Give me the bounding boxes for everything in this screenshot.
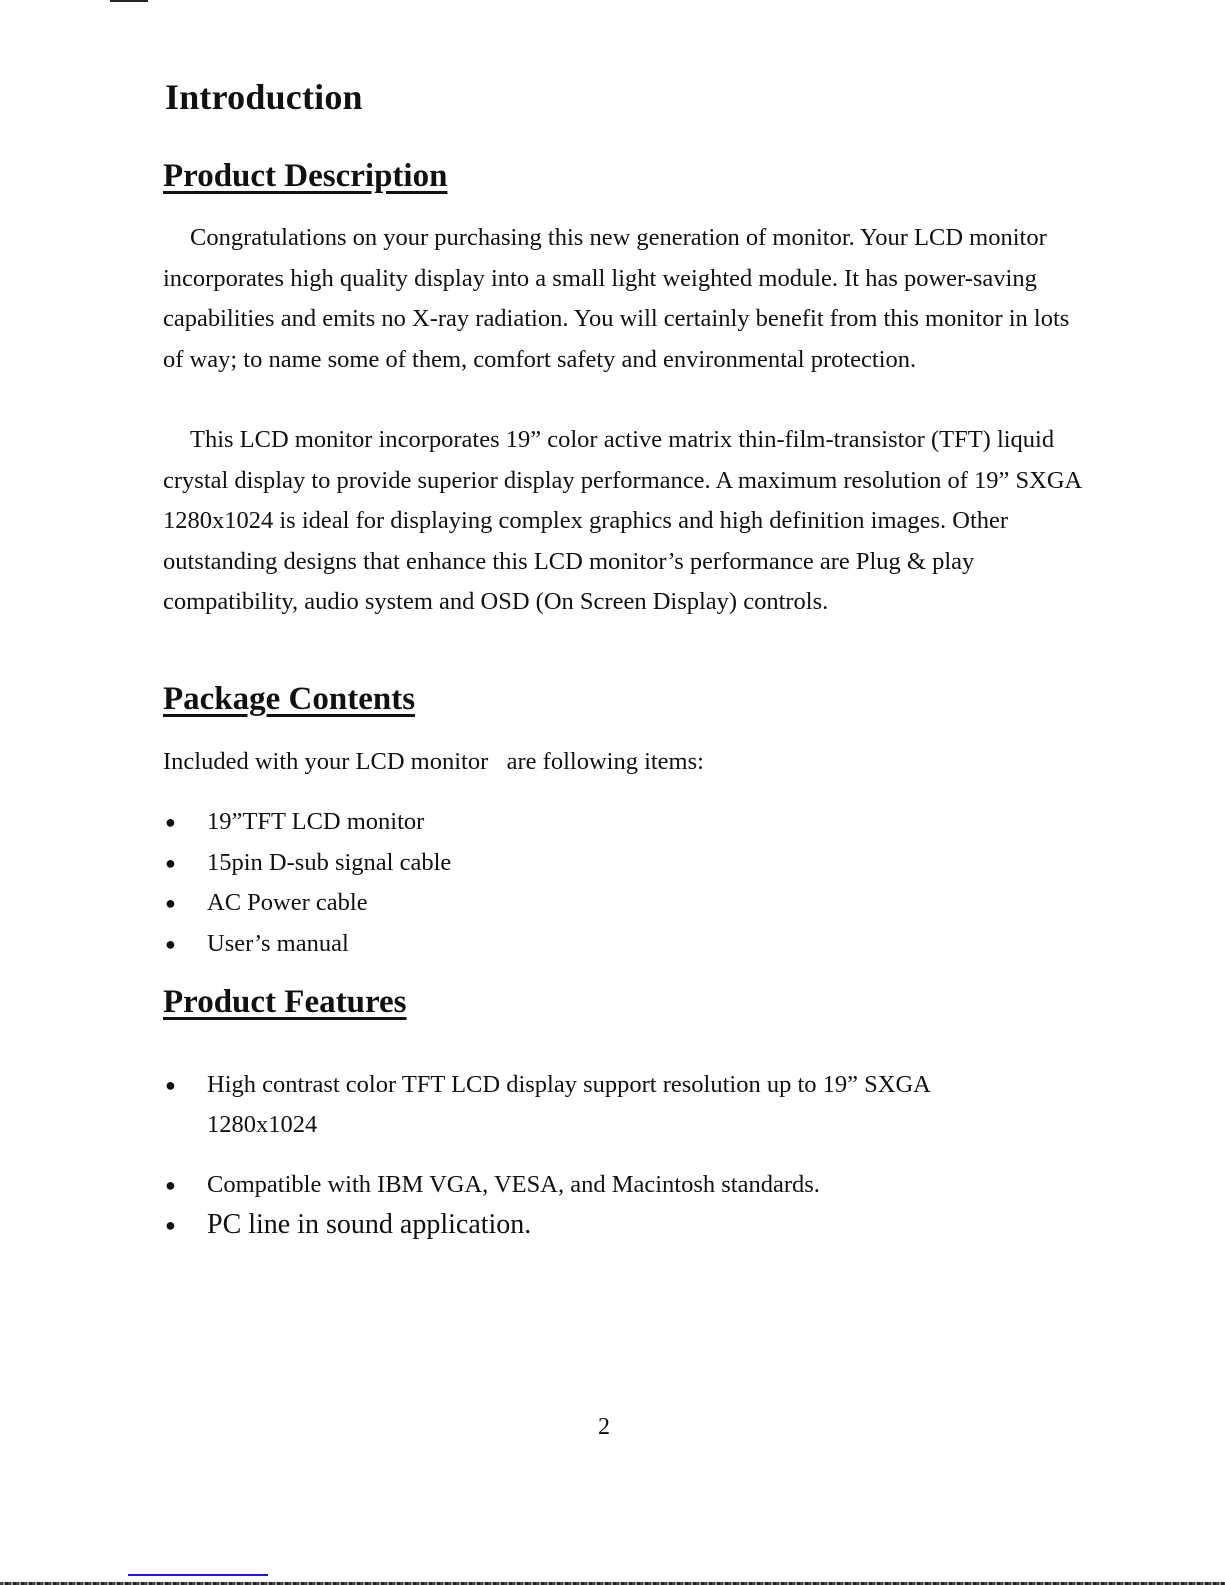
footer-link-rule (128, 1574, 268, 1576)
bullet-icon: ● (165, 933, 176, 954)
description-paragraph-1 (163, 218, 1083, 380)
description-paragraph-2 (163, 420, 1083, 623)
bullet-icon: ● (165, 893, 176, 913)
section-heading-product-description: Product Description (163, 158, 448, 194)
list-item-text: Compatible with IBM VGA, VESA, and Macintosh standards. (207, 1171, 820, 1198)
bullet-icon: ● (165, 852, 176, 873)
list-item (163, 1165, 1043, 1205)
list-item-text: User’s manual (207, 929, 349, 957)
list-item-text: AC Power cable (207, 889, 368, 916)
list-item (163, 843, 451, 884)
package-intro: Included with your LCD monitor are following items: (163, 748, 704, 775)
bullet-icon: ● (165, 1215, 176, 1235)
section-heading-package-contents: Package Contents (163, 681, 416, 717)
section-heading-product-features: Product Features (163, 984, 407, 1020)
description-paragraph-1-text: Congratulations on your purchasing this new generation of monitor. Your LCD monitor incorporates high quality display into a small light weighted module. It has power-saving capabilities and emits no X-ray radiation. You will certainly benefit from this monitor in lots of way; to name some of them, comfort safety and environmental protection. (163, 224, 1070, 373)
list-item (163, 883, 451, 924)
list-item-text: 19”TFT LCD monitor (207, 808, 425, 835)
list-item-text: High contrast color TFT LCD display support resolution up to 19” SXGA 1280x1024 (207, 1071, 930, 1138)
description-paragraph-2-text: This LCD monitor incorporates 19” color active matrix thin-film-transistor (TFT) liquid crystal display to provide superior display performance. A maximum resolution of 19” SXGA 1280x1024 is ideal for displaying complex graphics and high definition images. Other outstanding designs that enhance this LCD monitor’s performance are Plug & play compatibility, audio system and OSD (On Screen Display) controls. (163, 426, 1081, 615)
list-item-text: 15pin D-sub signal cable (207, 848, 452, 876)
list-item (163, 924, 451, 965)
page-number: 2 (598, 1414, 610, 1440)
scan-top-rule (110, 0, 148, 2)
page-title: Introduction (165, 77, 363, 117)
list-item (163, 802, 451, 843)
list-item (163, 1065, 1007, 1145)
package-contents-list (163, 802, 451, 964)
bullet-icon: ● (165, 1075, 176, 1095)
product-features-list (163, 1065, 1043, 1245)
bullet-icon: ● (165, 1175, 176, 1195)
list-item-text: PC line in sound application. (207, 1209, 532, 1240)
bullet-icon: ● (165, 812, 176, 832)
list-item (163, 1205, 1043, 1245)
